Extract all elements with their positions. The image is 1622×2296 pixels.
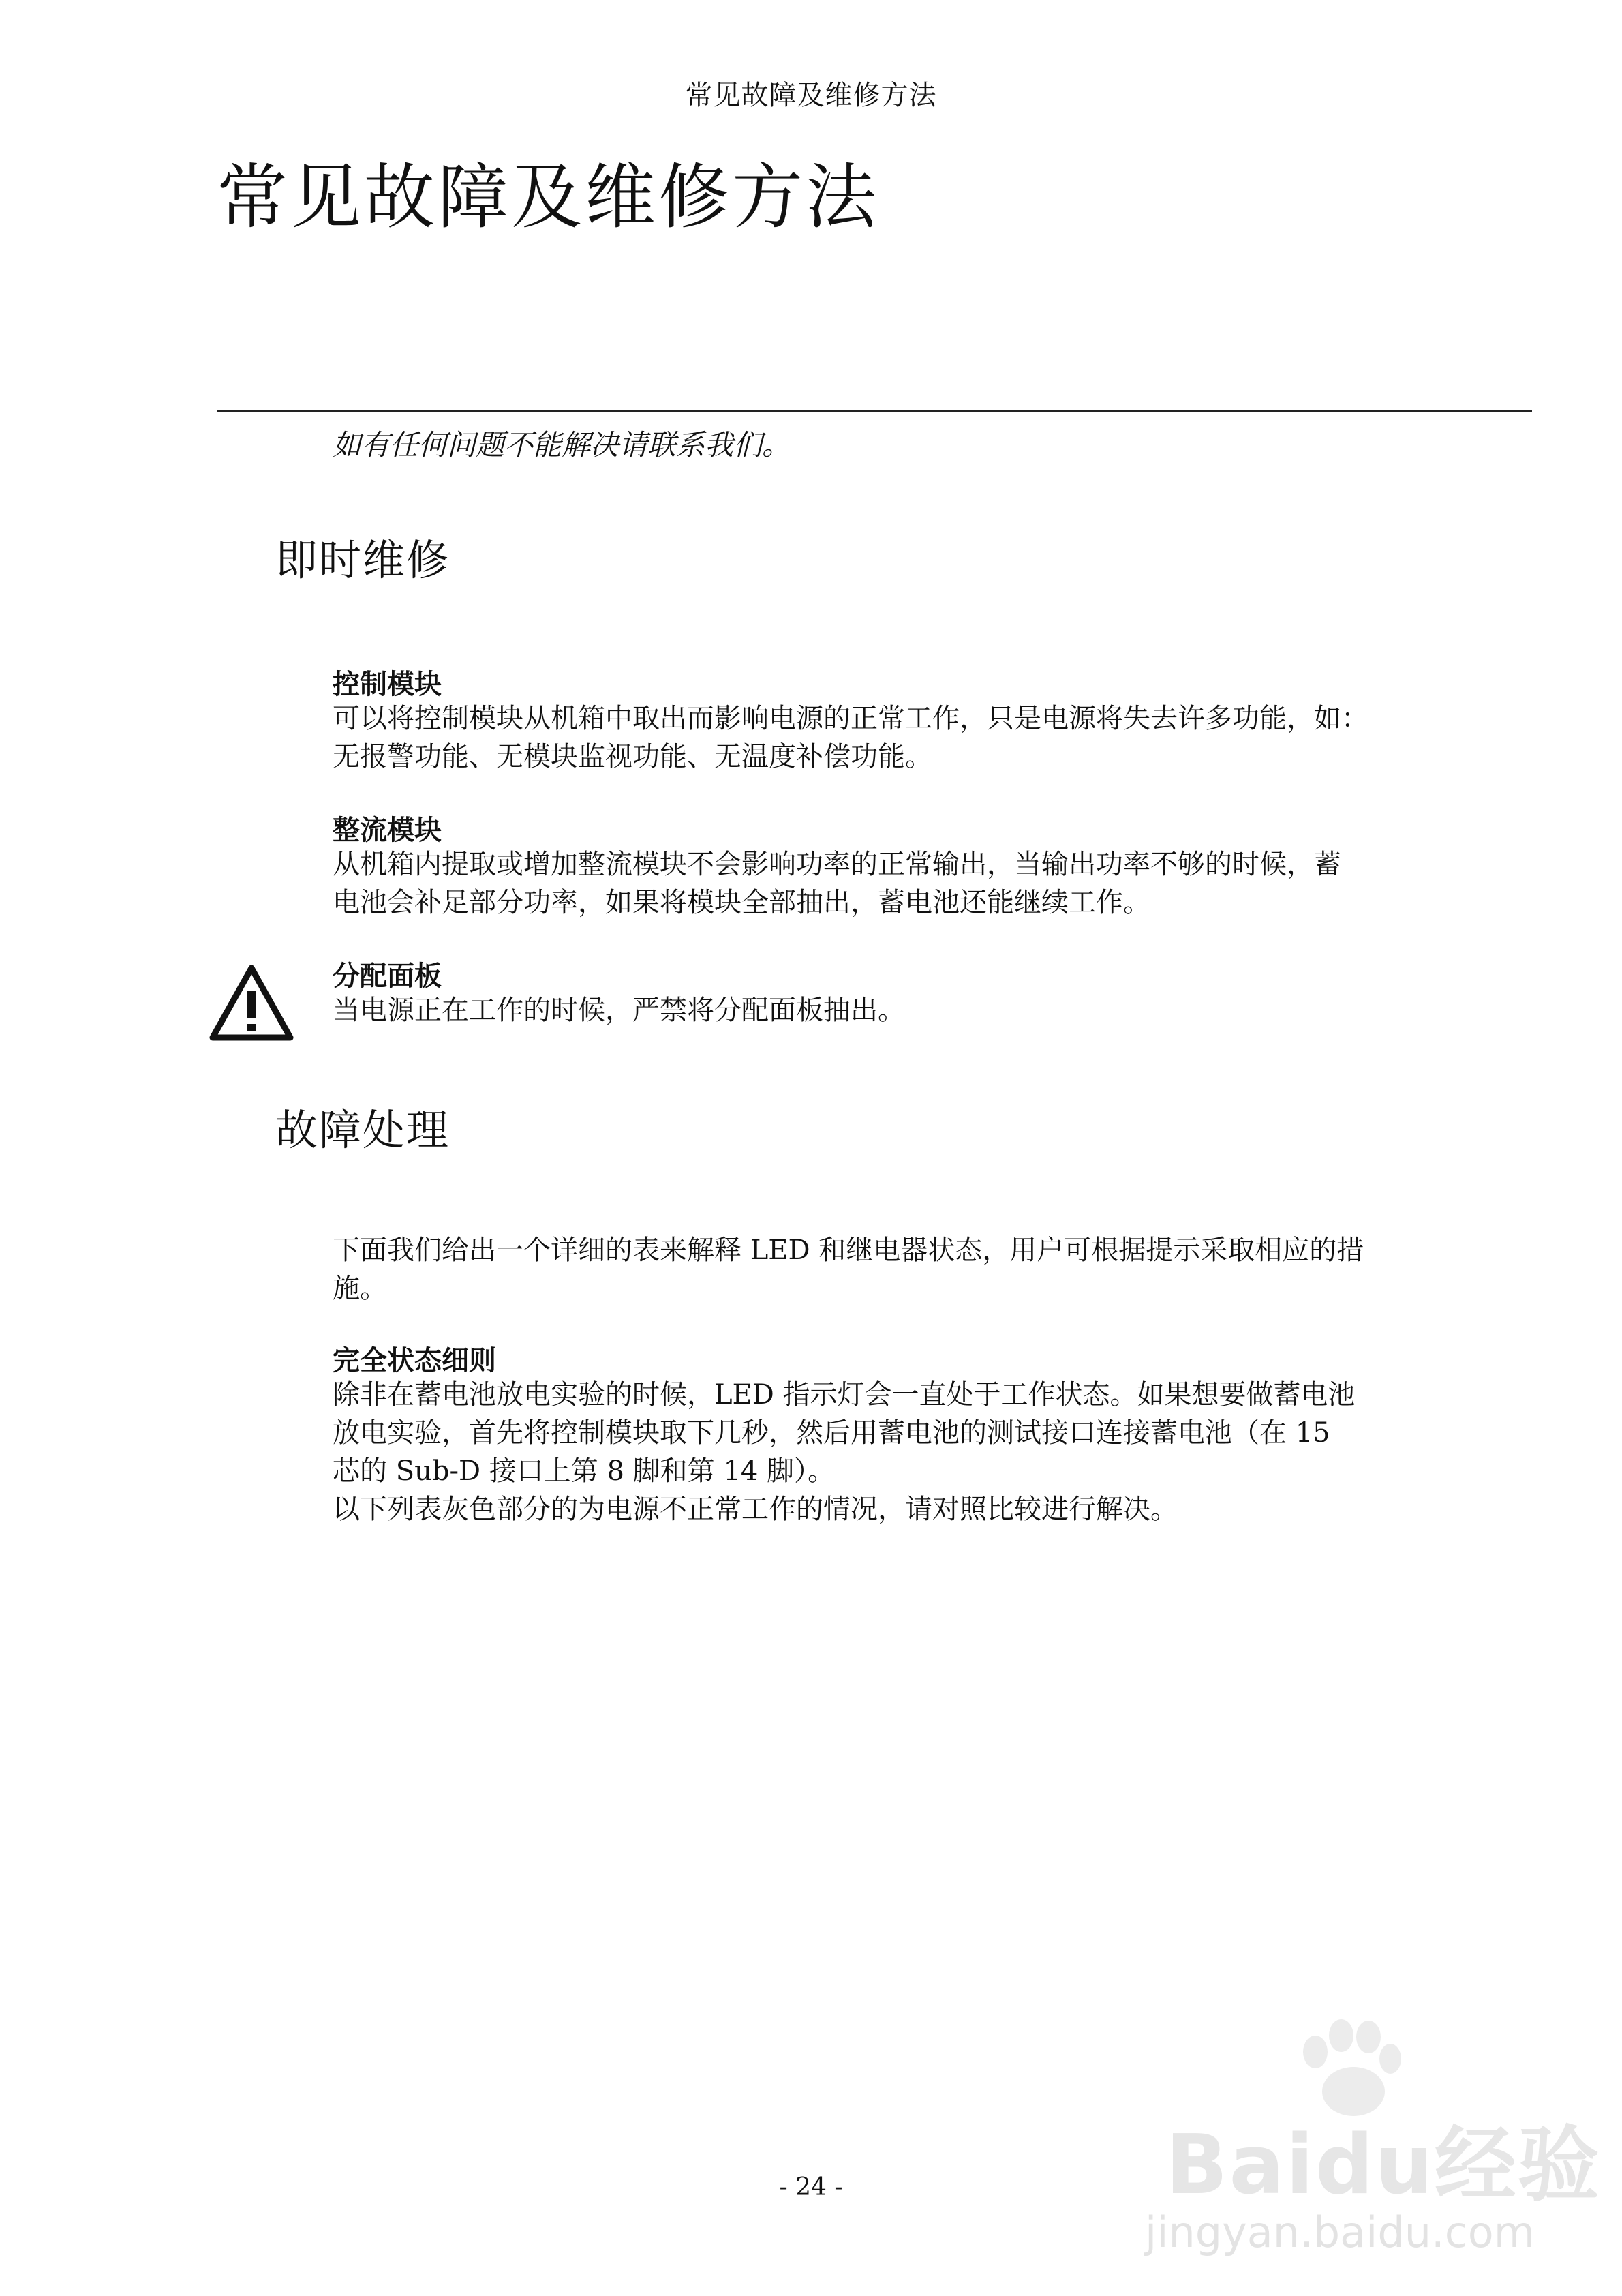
page-title: 常见故障及维修方法 <box>217 155 880 239</box>
subheading-control-module: 控制模块 <box>333 669 442 700</box>
text-line: 可以将控制模块从机箱中取出而影响电源的正常工作，只是电源将失去许多功能，如： <box>333 703 1368 734</box>
title-divider <box>217 410 1532 412</box>
text-line: 芯的 Sub-D 接口上第 8 脚和第 14 脚）。 <box>333 1455 835 1487</box>
subheading-full-status-details: 完全状态细则 <box>333 1345 496 1376</box>
subheading-distribution-panel: 分配面板 <box>333 961 442 992</box>
text-line: 下面我们给出一个详细的表来解释 LED 和继电器状态，用户可根据提示采取相应的措 <box>333 1235 1364 1266</box>
text-line: 电池会补足部分功率，如果将模块全部抽出，蓄电池还能继续工作。 <box>333 887 1150 918</box>
paragraph-full-status-details <box>333 1376 1409 1528</box>
text-line: 无报警功能、无模块监视功能、无温度补偿功能。 <box>333 741 932 772</box>
text-line: 放电实验，首先将控制模块取下几秒，然后用蓄电池的测试接口连接蓄电池（在 15 <box>333 1417 1330 1449</box>
text-line: 以下列表灰色部分的为电源不正常工作的情况，请对照比较进行解决。 <box>333 1494 1178 1525</box>
watermark-url: jingyan.baidu.com <box>1145 2207 1535 2257</box>
section-heading-immediate-repair: 即时维修 <box>275 535 450 585</box>
watermark-brand: Baidu经验 <box>1165 2118 1601 2213</box>
contact-note: 如有任何问题不能解决请联系我们。 <box>333 428 791 462</box>
page-number: - 24 - <box>779 2173 843 2201</box>
section-heading-troubleshooting: 故障处理 <box>275 1105 450 1155</box>
text-line: 从机箱内提取或增加整流模块不会影响功率的正常输出，当输出功率不够的时候，蓄 <box>333 849 1341 880</box>
paragraph-distribution-panel <box>333 991 1409 1029</box>
text-line: 施。 <box>333 1273 387 1304</box>
warning-triangle-icon <box>209 964 294 1042</box>
baidu-watermark <box>1118 2018 1601 2277</box>
paragraph-control-module <box>333 699 1409 776</box>
text-line: 除非在蓄电池放电实验的时候，LED 指示灯会一直处于工作状态。如果想要做蓄电池 <box>333 1379 1356 1410</box>
running-header: 常见故障及维修方法 <box>685 80 937 111</box>
text-line: 当电源正在工作的时候，严禁将分配面板抽出。 <box>333 995 905 1026</box>
paragraph-troubleshooting-intro <box>333 1231 1409 1308</box>
paragraph-rectifier-module <box>333 845 1409 922</box>
subheading-rectifier-module: 整流模块 <box>333 815 442 846</box>
